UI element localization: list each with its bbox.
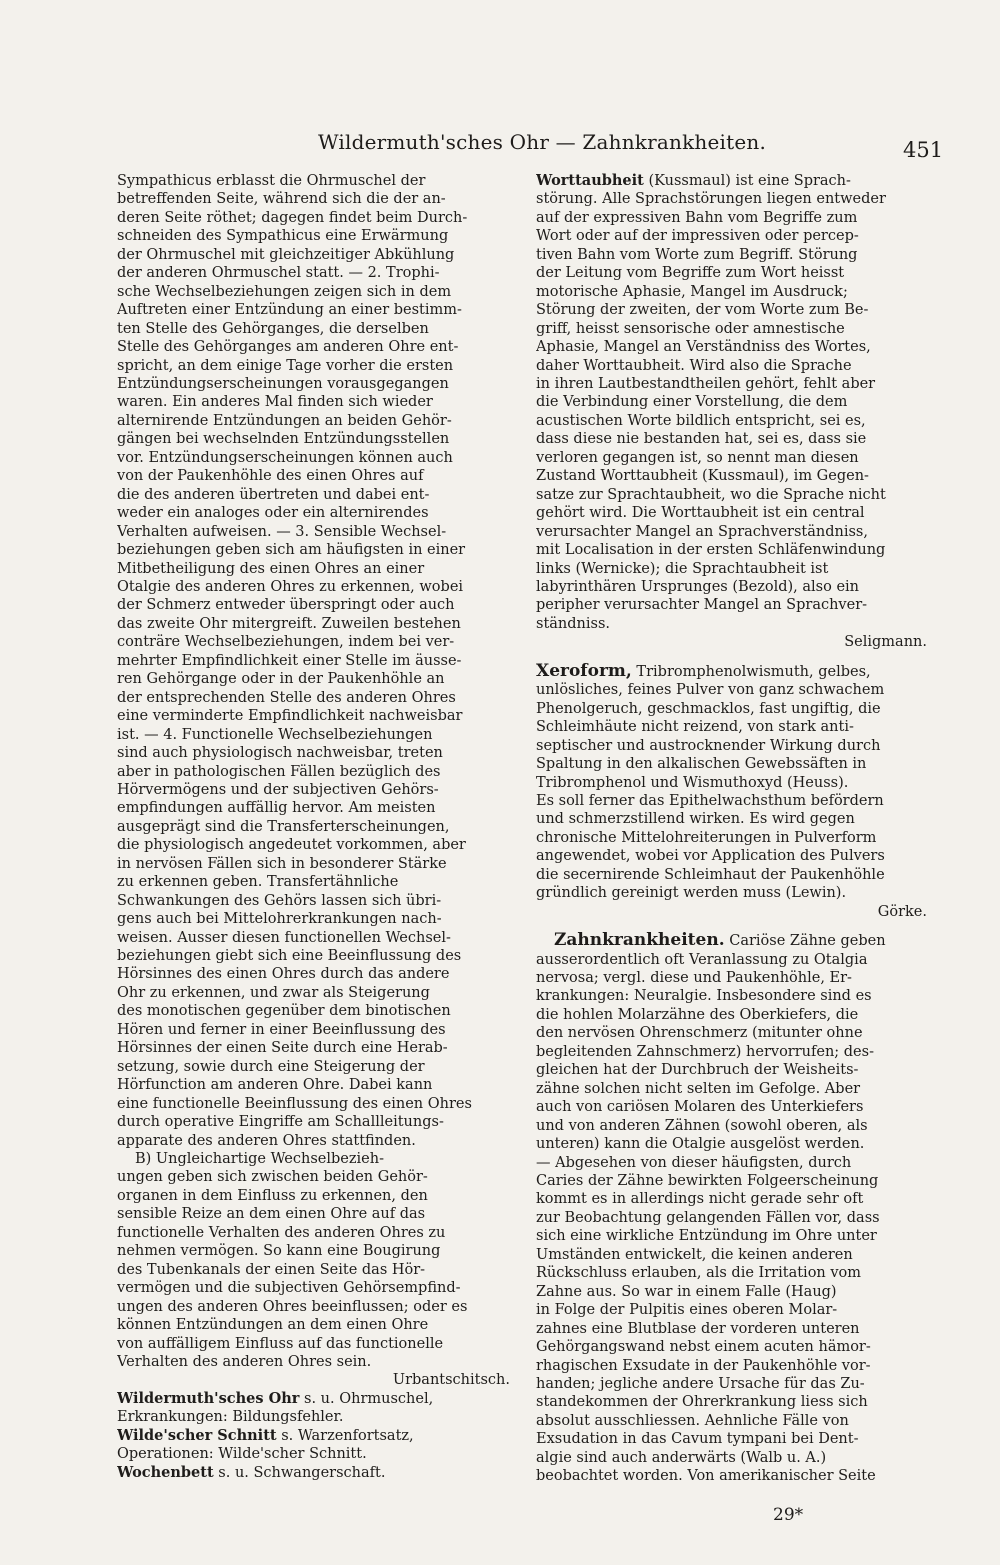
entry-head-zahnkrankheiten: Zahnkrankheiten. — [554, 931, 725, 951]
text-line: spricht, an dem einige Tage vorher die ersten — [117, 357, 454, 374]
text-line: conträre Wechselbeziehungen, indem bei ver- — [117, 634, 455, 651]
text-line: Auftreten einer Entzündung an einer bestimm- — [117, 302, 462, 319]
text-line: kommt es in allerdings nicht gerade sehr oft — [536, 1191, 864, 1208]
text-line: aber in pathologischen Fällen bezüglich des — [117, 763, 441, 780]
text-line: der Ohrmuschel mit gleichzeitiger Abkühlung — [117, 246, 455, 263]
text-line: gründlich gereinigt werden muss (Lewin). — [536, 885, 847, 902]
text-line: eine functionelle Beeinflussung des einen Ohres — [117, 1095, 472, 1112]
text-line: von auffälligem Einfluss auf das functionelle — [117, 1335, 444, 1352]
text-line: begleitenden Zahnschmerz) hervorrufen; des- — [536, 1043, 874, 1060]
entry-text: Cariöse Zähne geben — [724, 933, 886, 950]
text-line: ren Gehörgange oder in der Paukenhöhle an — [117, 671, 445, 688]
signature-urbantschitsch: Urbantschitsch. — [392, 1372, 510, 1389]
text-line: Rückschluss erlauben, als die Irritation vom — [536, 1265, 862, 1282]
entry-text: Erkrankungen: Bildungsfehler. — [117, 1409, 344, 1426]
entry-text: Tribromphenolwismuth, gelbes, — [631, 663, 871, 680]
entry-text: s. u. Ohrmuschel, — [299, 1390, 434, 1407]
text-line: sche Wechselbeziehungen zeigen sich in dem — [117, 283, 452, 300]
text-line: zur Beobachtung gelangenden Fällen vor, dass — [536, 1209, 880, 1226]
text-line: mit Localisation in der ersten Schläfenwindung — [536, 542, 886, 559]
running-title: Wildermuth'sches Ohr — Zahnkrankheiten. — [318, 130, 767, 154]
text-line: Hörvermögens und der subjectiven Gehörs- — [117, 781, 439, 798]
text-line: B) Ungleichartige Wechselbezieh- — [135, 1151, 384, 1168]
text-line: angewendet, wobei vor Application des Pulvers — [536, 848, 885, 865]
text-line: motorische Aphasie, Mangel im Ausdruck; — [536, 283, 848, 300]
text-line: Hörsinnes des einen Ohres durch das andere — [117, 966, 450, 983]
entry-wildermuth — [117, 1390, 510, 1408]
text-line: deren Seite röthet; dagegen findet beim Durch- — [117, 209, 468, 226]
text-line: weder ein analoges oder ein alternirendes — [117, 505, 429, 522]
text-line: weisen. Ausser diesen functionellen Wechsel- — [117, 929, 451, 946]
entry-head-xeroform: Xeroform, — [536, 661, 632, 681]
text-line: vor. Entzündungserscheinungen können auch — [117, 449, 453, 466]
text-line: die hohlen Molarzähne des Oberkiefers, die — [536, 1006, 859, 1023]
entry-text: (Kussmaul) ist eine Sprach- — [643, 173, 851, 189]
text-line: sind auch physiologisch nachweisbar, treten — [117, 745, 443, 762]
text-line: Verhalten aufweisen. — 3. Sensible Wechsel- — [117, 523, 447, 540]
entry-text: s. Warzenfortsatz, — [276, 1427, 414, 1444]
text-line: und von anderen Zähnen (sowohl oberen, als — [536, 1117, 868, 1134]
text-line: Sympathicus erblasst die Ohrmuschel der — [117, 173, 426, 189]
text-line: Phenolgeruch, geschmacklos, fast ungiftig, die — [536, 700, 881, 717]
entry-zahnkrankheiten — [536, 931, 927, 950]
text-line: Stelle des Gehörganges am anderen Ohre ent- — [117, 339, 459, 356]
text-line: auf der expressiven Bahn vom Begriffe zum — [536, 209, 858, 226]
text-line: und schmerzstillend wirken. Es wird gegen — [536, 811, 855, 828]
entry-xeroform — [536, 662, 927, 681]
text-line: acustischen Worte bildlich entspricht, sei es, — [536, 412, 866, 429]
text-line: links (Wernicke); die Sprachtaubheit ist — [536, 560, 829, 577]
text-line: mehrter Empfindlichkeit einer Stelle im äusse- — [117, 652, 462, 669]
text-line: algie sind auch anderwärts (Walb u. A.) — [536, 1449, 827, 1466]
text-line: griff, heisst sensorische oder amnestische — [536, 320, 845, 337]
text-line: können Entzündungen an dem einen Ohre — [117, 1317, 429, 1334]
text-line: handen; jegliche andere Ursache für das Zu- — [536, 1376, 865, 1392]
text-line: gehört wird. Die Worttaubheit ist ein central — [536, 505, 865, 522]
text-line: die physiologisch angedeutet vorkommen, aber — [117, 837, 466, 854]
text-line: Störung der zweiten, der vom Worte zum Be- — [536, 302, 869, 319]
text-line: Hörfunction am anderen Ohre. Dabei kann — [117, 1077, 433, 1094]
text-line: ungen des anderen Ohres beeinflussen; oder es — [117, 1298, 468, 1315]
text-line: gleichen hat der Durchbruch der Weisheits- — [536, 1062, 859, 1079]
text-line: gens auch bei Mittelohrerkrankungen nach- — [117, 911, 442, 928]
text-line: unlösliches, feines Pulver von ganz schwachem — [536, 682, 885, 699]
text-line: Schwankungen des Gehörs lassen sich übri- — [117, 892, 442, 909]
text-line: empfindungen auffällig hervor. Am meisten — [117, 800, 436, 817]
text-line: Hörsinnes der einen Seite durch eine Herab- — [117, 1040, 448, 1057]
text-line: — Abgesehen von dieser häufigsten, durch — [536, 1154, 852, 1171]
text-line: der Schmerz entweder überspringt oder auch — [117, 597, 455, 614]
text-line: durch operative Eingriffe am Schallleitungs- — [117, 1114, 444, 1131]
text-line: in ihren Lautbestandtheilen gehört, fehlt aber — [536, 375, 876, 392]
text-line: ständniss. — [536, 615, 611, 632]
text-line: gängen bei wechselnden Entzündungsstellen — [117, 431, 450, 448]
text-line: septischer und austrocknender Wirkung durch — [536, 737, 881, 754]
text-line: krankungen: Neuralgie. Insbesondere sind es — [536, 988, 872, 1005]
text-line: functionelle Verhalten des anderen Ohres zu — [117, 1224, 446, 1241]
right-column — [536, 172, 927, 1502]
entry-head-worttaubheit: Worttaubheit — [536, 172, 644, 189]
text-line: Wort oder auf der impressiven oder percep- — [536, 228, 859, 245]
paragraph-wechselbeziehungen — [117, 172, 510, 1150]
text-line: Entzündungserscheinungen vorausgegangen — [117, 375, 449, 392]
text-line: vermögen und die subjectiven Gehörsempfind- — [117, 1280, 461, 1297]
text-line: die Verbindung einer Vorstellung, die dem — [536, 394, 848, 411]
entry-head-wildermuth: Wildermuth'sches Ohr — [117, 1389, 300, 1407]
entry-wilde — [117, 1427, 510, 1445]
text-line: ten Stelle des Gehörganges, die derselben — [117, 320, 429, 337]
text-line: der anderen Ohrmuschel statt. — 2. Trophi- — [117, 265, 440, 282]
text-line: Aphasie, Mangel an Verständniss des Wortes, — [536, 339, 871, 356]
signature-goerke: Görke. — [877, 903, 927, 920]
text-line: Zahne aus. So war in einem Falle (Haug) — [536, 1283, 837, 1300]
text-line: unteren) kann die Otalgie ausgelöst werden. — [536, 1136, 865, 1153]
text-line: störung. Alle Sprachstörungen liegen entweder — [536, 191, 886, 208]
text-line: in nervösen Fällen sich in besonderer Stärke — [117, 855, 447, 872]
text-line: Zustand Worttaubheit (Kussmaul), im Gegen- — [536, 468, 869, 485]
text-line: zu erkennen geben. Transfertähnliche — [117, 874, 399, 891]
text-line: nervosa; vergl. diese und Paukenhöhle, Er- — [536, 970, 852, 987]
text-line: zähne solchen nicht selten im Gefolge. Aber — [536, 1080, 861, 1097]
text-line: Gehörgangswand nebst einem acuten hämor- — [536, 1339, 871, 1356]
text-line: Exsudation in das Cavum tympani bei Dent- — [536, 1431, 859, 1448]
text-line: des monotischen gegenüber dem binotischen — [117, 1003, 451, 1020]
text-line: verloren gegangen ist, so nennt man diesen — [536, 449, 859, 466]
text-line: Verhalten des anderen Ohres sein. — [117, 1354, 372, 1370]
text-line: des Tubenkanals der einen Seite das Hör- — [117, 1261, 426, 1278]
text-line: die secernirende Schleimhaut der Paukenhöhle — [536, 866, 885, 883]
entry-worttaubheit — [536, 172, 927, 190]
text-line: Hören und ferner in einer Beeinflussung des — [117, 1021, 446, 1038]
text-line: sich eine wirkliche Entzündung im Ohre unter — [536, 1228, 877, 1245]
text-line: ausserordentlich oft Veranlassung zu Otalgia — [536, 951, 868, 968]
paragraph-xeroform — [536, 681, 927, 902]
paragraph-zahnkrankheiten — [536, 951, 927, 1486]
entry-text: s. u. Schwangerschaft. — [213, 1464, 386, 1481]
page-header — [0, 130, 1000, 170]
text-line: sensible Reize an dem einen Ohre auf das — [117, 1206, 426, 1223]
text-line: Mitbetheiligung des einen Ohres an einer — [117, 560, 425, 577]
signature-mark: 29* — [773, 1505, 804, 1525]
text-line: von der Paukenhöhle des einen Ohres auf — [117, 468, 424, 485]
text-line: die des anderen übertreten und dabei ent- — [117, 486, 430, 503]
text-line: das zweite Ohr mitergreift. Zuweilen bestehen — [117, 615, 461, 632]
text-line: waren. Ein anderes Mal finden sich wieder — [117, 394, 433, 411]
text-line: auch von cariösen Molaren des Unterkiefers — [536, 1099, 864, 1116]
text-line: Schleimhäute nicht reizend, von stark anti- — [536, 719, 854, 736]
text-line: beziehungen giebt sich eine Beeinflussung des — [117, 948, 462, 965]
text-line: zahnes eine Blutblase der vorderen unteren — [536, 1320, 860, 1337]
text-line: standekommen der Ohrerkrankung liess sich — [536, 1394, 868, 1411]
text-line: Tribromphenol und Wismuthoxyd (Heuss). — [536, 774, 849, 791]
text-line: Otalgie des anderen Ohres zu erkennen, wobei — [117, 578, 464, 595]
text-line: verursachter Mangel an Sprachverständniss, — [536, 523, 868, 540]
text-line: peripher verursachter Mangel an Sprachver- — [536, 597, 868, 614]
text-line: Caries der Zähne bewirkten Folgeerscheinung — [536, 1173, 879, 1190]
entry-head-wochenbett: Wochenbett — [117, 1463, 214, 1481]
text-line: chronische Mittelohreiterungen in Pulverform — [536, 829, 877, 846]
text-line: setzung, sowie durch eine Steigerung der — [117, 1058, 425, 1075]
text-line: daher Worttaubheit. Wird also die Sprache — [536, 357, 852, 374]
text-line: beobachtet worden. Von amerikanischer Seite — [536, 1468, 876, 1485]
text-line: der entsprechenden Stelle des anderen Ohres — [117, 689, 456, 706]
paragraph-ungleichartige — [117, 1150, 510, 1371]
entry-wochenbett — [117, 1464, 510, 1482]
text-line: eine verminderte Empfindlichkeit nachweisbar — [117, 708, 463, 725]
text-line: apparate des anderen Ohres stattfinden. — [117, 1132, 416, 1149]
text-line: Es soll ferner das Epithelwachsthum befördern — [536, 792, 884, 809]
text-line: nehmen vermögen. So kann eine Bougirung — [117, 1243, 441, 1260]
text-line: den nervösen Ohrenschmerz (mitunter ohne — [536, 1025, 863, 1042]
text-line: organen in dem Einfluss zu erkennen, den — [117, 1187, 428, 1204]
text-line: Umständen entwickelt, die keinen anderen — [536, 1246, 853, 1263]
text-line: labyrinthären Ursprunges (Bezold), also ein — [536, 578, 860, 595]
text-line: dass diese nie bestanden hat, sei es, dass sie — [536, 431, 867, 448]
text-line: betreffenden Seite, während sich die der an- — [117, 191, 446, 208]
entry-text: Operationen: Wilde'scher Schnitt. — [117, 1446, 367, 1463]
text-line: in Folge der Pulpitis eines oberen Molar- — [536, 1302, 838, 1319]
page-number: 451 — [903, 138, 944, 162]
text-line: der Leitung vom Begriffe zum Wort heisst — [536, 265, 845, 282]
entry-head-wilde: Wilde'scher Schnitt — [117, 1426, 277, 1444]
text-line: absolut ausschliessen. Aehnliche Fälle von — [536, 1412, 849, 1429]
text-line: Spaltung in den alkalischen Gewebssäften in — [536, 756, 867, 773]
text-line: ausgeprägt sind die Transferterscheinungen, — [117, 818, 450, 835]
text-line: beziehungen geben sich am häufigsten in einer — [117, 542, 466, 559]
text-line: rhagischen Exsudate in der Paukenhöhle vor- — [536, 1357, 871, 1374]
text-line: satze zur Sprachtaubheit, wo die Sprache nicht — [536, 486, 886, 503]
text-line: schneiden des Sympathicus eine Erwärmung — [117, 228, 449, 245]
text-line: alternirende Entzündungen an beiden Gehör- — [117, 412, 452, 429]
text-line: Ohr zu erkennen, und zwar als Steigerung — [117, 984, 430, 1001]
text-line: tiven Bahn vom Worte zum Begriff. Störung — [536, 246, 858, 263]
text-line: ungen geben sich zwischen beiden Gehör- — [117, 1169, 428, 1186]
paragraph-worttaubheit — [536, 190, 927, 633]
signature-seligmann: Seligmann. — [844, 634, 927, 651]
left-column — [117, 172, 510, 1502]
text-line: ist. — 4. Functionelle Wechselbeziehungen — [117, 726, 433, 743]
